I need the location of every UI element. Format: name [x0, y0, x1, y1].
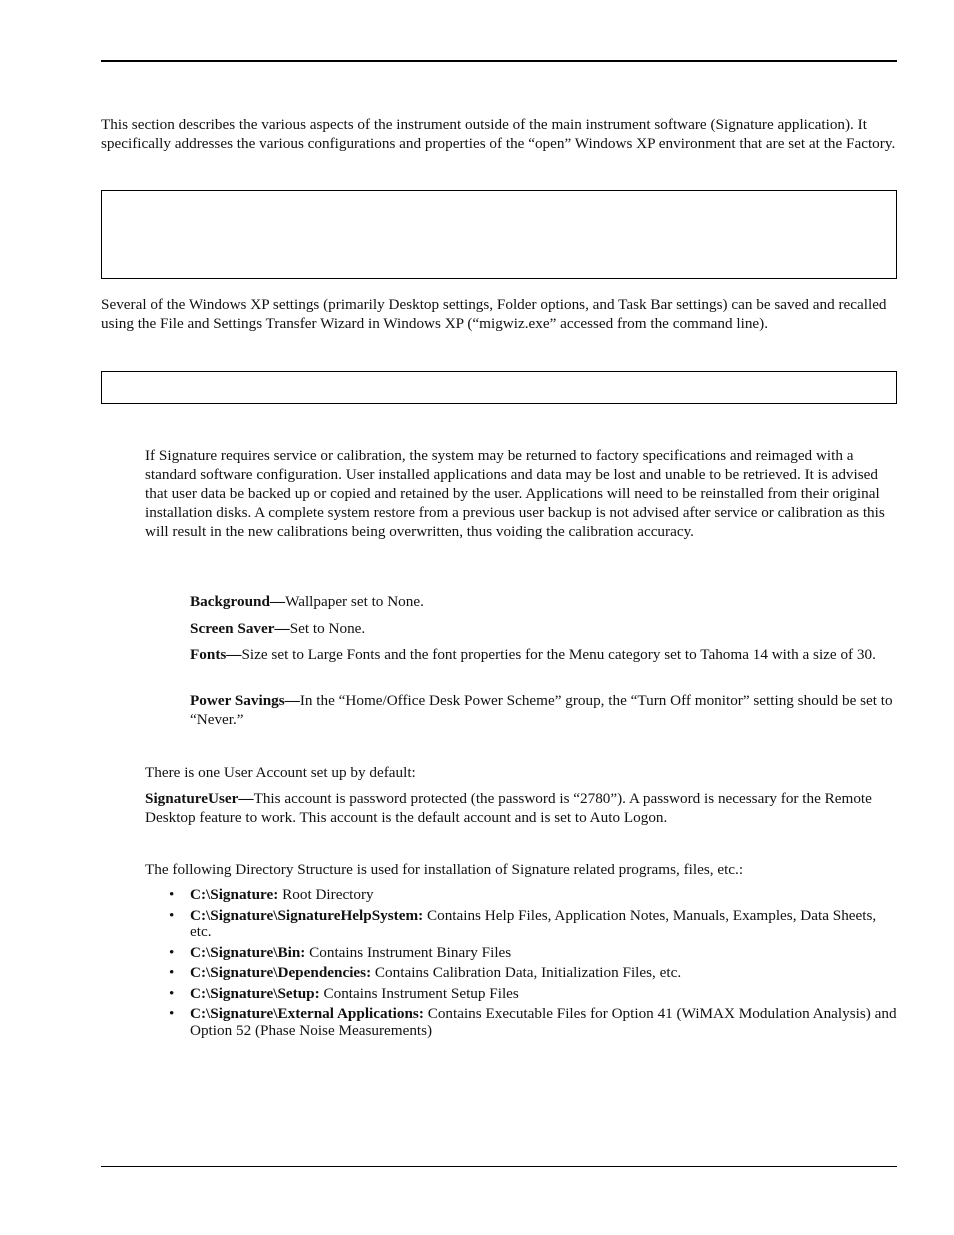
bullet: • — [169, 984, 175, 1002]
list-item — [169, 1006, 899, 1039]
list-item — [169, 887, 899, 904]
list-item — [169, 945, 899, 962]
setting-text: Wallpaper set to None. — [285, 593, 424, 610]
setting-power-savings — [190, 691, 900, 729]
wizard-paragraph: Several of the Windows XP settings (primarily Desktop settings, Folder options, and Task Bar settings) can be saved and recalled using the File and Settings Transfer Wizard in Windows XP (“migwiz.exe” accessed from the command line). — [101, 296, 887, 332]
directory-desc: Contains Executable Files for Option 41 (WiMAX Modulation Analysis) and Option 52 (Phase Noise Measurements) — [190, 1005, 897, 1039]
setting-text: In the “Home/Office Desk Power Scheme” group, the “Turn Off monitor” setting should be set to “Never.” — [190, 692, 893, 728]
footer-rule — [101, 1166, 897, 1167]
directory-path: C:\Signature\External Applications: — [190, 1005, 424, 1022]
directory-intro: The following Directory Structure is used for installation of Signature related programs, files, etc.: — [145, 861, 744, 878]
setting-fonts — [190, 645, 900, 664]
directory-desc: Contains Instrument Setup Files — [319, 984, 519, 1002]
list-item — [169, 965, 899, 982]
bullet: • — [169, 964, 175, 981]
directory-path: C:\Signature\Bin: — [190, 943, 306, 961]
intro-paragraph: This section describes the various aspects of the instrument outside of the main instrument software (Signature application). It specifically addresses the various configurations and properties of the “open” Windows XP environment that are set at the Factory. — [101, 116, 896, 152]
setting-term: Fonts— — [190, 646, 242, 663]
directory-desc: Contains Instrument Binary Files — [305, 943, 512, 961]
bullet: • — [169, 906, 175, 924]
setting-text: Size set to Large Fonts and the font properties for the Menu category set to Tahoma 14 with a size of 30. — [241, 646, 876, 663]
caution-box — [101, 371, 897, 404]
note-box — [101, 190, 897, 279]
user-account-entry — [145, 789, 899, 827]
user-account-text: This account is password protected (the password is “2780”). A password is necessary for the Remote Desktop feature to work. This account is the default account and is set to Auto Logon. — [145, 790, 872, 826]
setting-term: Power Savings— — [190, 692, 300, 709]
directory-desc: Root Directory — [278, 886, 374, 903]
directory-path: C:\Signature\Setup: — [190, 984, 320, 1002]
user-accounts-intro: There is one User Account set up by default: — [145, 764, 416, 781]
directory-list — [169, 887, 899, 1043]
header-rule — [101, 60, 897, 62]
list-item — [169, 986, 899, 1003]
directory-path: C:\Signature: — [190, 886, 279, 903]
directory-desc: Contains Help Files, Application Notes, Manuals, Examples, Data Sheets, etc. — [190, 906, 877, 940]
setting-text: Set to None. — [289, 620, 366, 637]
directory-path: C:\Signature\SignatureHelpSystem: — [190, 906, 424, 924]
directory-path: C:\Signature\Dependencies: — [190, 964, 372, 981]
setting-background — [190, 592, 900, 611]
user-account-term: SignatureUser— — [145, 790, 254, 807]
service-paragraph: If Signature requires service or calibration, the system may be returned to factory specifications and reimaged with a standard software configuration. User installed applications and data may be lost and unable to be retrieved. It is advised that user data be backed up or copied and retained by the user. Applications will need to be reinstalled from their original installation disks. A complete system restore from a previous user backup is not advised after service or calibration as this will result in the new calibrations being overwritten, thus voiding the calibration accuracy. — [145, 447, 885, 540]
bullet: • — [169, 886, 175, 903]
setting-screen-saver — [190, 619, 900, 638]
directory-desc: Contains Calibration Data, Initialization Files, etc. — [371, 964, 682, 981]
setting-term: Screen Saver— — [190, 620, 290, 637]
list-item — [169, 908, 899, 941]
setting-term: Background— — [190, 593, 286, 610]
bullet: • — [169, 1005, 175, 1022]
bullet: • — [169, 943, 175, 961]
